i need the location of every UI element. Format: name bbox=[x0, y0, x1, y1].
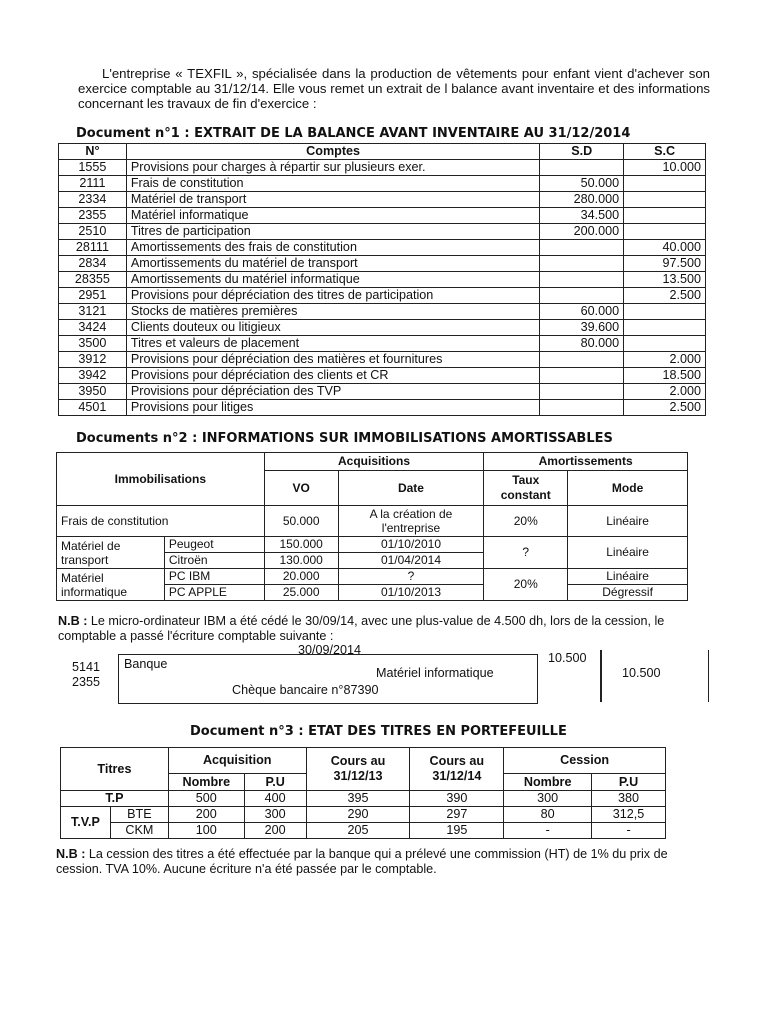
balance-num: 28111 bbox=[59, 240, 127, 256]
balance-sd: 60.000 bbox=[540, 304, 624, 320]
h-mode: Mode bbox=[568, 471, 688, 506]
h-amortissements: Amortissements bbox=[484, 453, 688, 471]
entry-l3: Chèque bancaire n°87390 bbox=[232, 683, 379, 697]
bte-label: BTE bbox=[110, 807, 168, 823]
ckm-pu: 200 bbox=[244, 823, 306, 839]
col-comptes: Comptes bbox=[126, 144, 539, 160]
apple-mode: Dégressif bbox=[568, 585, 688, 601]
balance-num: 3912 bbox=[59, 352, 127, 368]
h-cours13: Cours au 31/12/13 bbox=[306, 748, 410, 791]
ckm-c14: 195 bbox=[410, 823, 504, 839]
nb-cession-titres bbox=[56, 847, 706, 877]
balance-num: 28355 bbox=[59, 272, 127, 288]
frais-label: Frais de constitution bbox=[57, 506, 265, 537]
balance-compte: Amortissements du matériel informatique bbox=[126, 272, 539, 288]
h-titres: Titres bbox=[61, 748, 169, 791]
balance-sd: 280.000 bbox=[540, 192, 624, 208]
ckm-c13: 205 bbox=[306, 823, 410, 839]
balance-sc: 13.500 bbox=[624, 272, 706, 288]
balance-num: 3121 bbox=[59, 304, 127, 320]
balance-compte: Provisions pour dépréciation des matières et fournitures bbox=[126, 352, 539, 368]
bte-pu: 300 bbox=[244, 807, 306, 823]
info-label: Matériel informatique bbox=[57, 569, 165, 601]
transport-mode: Linéaire bbox=[568, 537, 688, 569]
entry-acc1: 5141 bbox=[72, 660, 101, 674]
peugeot-date: 01/10/2010 bbox=[338, 537, 484, 553]
col-sc: S.C bbox=[624, 144, 706, 160]
ckm-label: CKM bbox=[110, 823, 168, 839]
frais-mode: Linéaire bbox=[568, 506, 688, 537]
balance-num: 2951 bbox=[59, 288, 127, 304]
nb1-text: Le micro-ordinateur IBM a été cédé le 30/09/14, avec une plus-value de 4.500 dh, lors de la cession, le comptable a passé l'écriture comptable suivante : bbox=[58, 614, 665, 643]
h-acq-pu: P.U bbox=[244, 774, 306, 791]
h-taux: Taux constant bbox=[484, 471, 568, 506]
nb2-label: N.B : bbox=[56, 847, 86, 861]
h-cession: Cession bbox=[504, 748, 666, 774]
balance-compte: Matériel de transport bbox=[126, 192, 539, 208]
titres-table bbox=[60, 747, 666, 839]
bte-c14: 297 bbox=[410, 807, 504, 823]
h-acquisition: Acquisition bbox=[168, 748, 306, 774]
tp-c13: 395 bbox=[306, 791, 410, 807]
h-cours14: Cours au 31/12/14 bbox=[410, 748, 504, 791]
h-ces-nombre: Nombre bbox=[504, 774, 592, 791]
balance-compte: Titres et valeurs de placement bbox=[126, 336, 539, 352]
ckm-nombre: 100 bbox=[168, 823, 244, 839]
citroen-date: 01/04/2014 bbox=[338, 553, 484, 569]
peugeot-vo: 150.000 bbox=[264, 537, 338, 553]
balance-compte: Matériel informatique bbox=[126, 208, 539, 224]
ckm-cn: - bbox=[504, 823, 592, 839]
entry-credit: 10.500 bbox=[622, 666, 661, 680]
balance-num: 2834 bbox=[59, 256, 127, 272]
h-vo: VO bbox=[264, 471, 338, 506]
balance-compte: Stocks de matières premières bbox=[126, 304, 539, 320]
balance-num: 3950 bbox=[59, 384, 127, 400]
ibm-vo: 20.000 bbox=[264, 569, 338, 585]
intro-text: L'entreprise « TEXFIL », spécialisée dans la production de vêtements pour enfant vient d'achever son exercice comptable au 31/12/14. Elle vous remet un extrait de l balance avant inventaire et des informations concernant les travaux de fin d'exercice : bbox=[78, 66, 710, 111]
balance-num: 2355 bbox=[59, 208, 127, 224]
balance-compte: Provisions pour dépréciation des clients et CR bbox=[126, 368, 539, 384]
entry-right-border bbox=[708, 650, 709, 702]
balance-sd: 39.600 bbox=[540, 320, 624, 336]
col-num: N° bbox=[59, 144, 127, 160]
frais-taux: 20% bbox=[484, 506, 568, 537]
h-acquisitions: Acquisitions bbox=[264, 453, 484, 471]
frais-date: A la création de l'entreprise bbox=[338, 506, 484, 537]
tp-c14: 390 bbox=[410, 791, 504, 807]
balance-compte: Provisions pour dépréciation des TVP bbox=[126, 384, 539, 400]
balance-sd: 200.000 bbox=[540, 224, 624, 240]
ibm-name: PC IBM bbox=[164, 569, 264, 585]
entry-debit: 10.500 bbox=[548, 651, 587, 665]
balance-num: 1555 bbox=[59, 160, 127, 176]
balance-compte: Clients douteux ou litigieux bbox=[126, 320, 539, 336]
entry-date: 30/09/2014 bbox=[298, 643, 362, 657]
tp-nombre: 500 bbox=[168, 791, 244, 807]
balance-sc: 2.500 bbox=[624, 288, 706, 304]
bte-cn: 80 bbox=[504, 807, 592, 823]
nb2-text: La cession des titres a été effectuée par la banque qui a prélevé une commission (HT) de 1% du prix de cession. TVA 10%. Aucune écriture n'a été passée par le comptable. bbox=[56, 847, 668, 876]
h-date: Date bbox=[338, 471, 484, 506]
balance-sc: 40.000 bbox=[624, 240, 706, 256]
apple-name: PC APPLE bbox=[164, 585, 264, 601]
balance-compte: Provisions pour litiges bbox=[126, 400, 539, 416]
balance-compte: Provisions pour charges à répartir sur plusieurs exer. bbox=[126, 160, 539, 176]
balance-compte: Amortissements des frais de constitution bbox=[126, 240, 539, 256]
apple-vo: 25.000 bbox=[264, 585, 338, 601]
doc3-title: Document n°3 : ETAT DES TITRES EN PORTEFEUILLE bbox=[190, 724, 567, 739]
tp-pu: 400 bbox=[244, 791, 306, 807]
h-immobilisations: Immobilisations bbox=[57, 453, 265, 506]
balance-sd: 80.000 bbox=[540, 336, 624, 352]
bte-c13: 290 bbox=[306, 807, 410, 823]
bte-cpu: 312,5 bbox=[592, 807, 666, 823]
transport-label: Matériel de transport bbox=[57, 537, 165, 569]
entry-divider bbox=[600, 650, 602, 702]
balance-num: 3942 bbox=[59, 368, 127, 384]
balance-num: 2334 bbox=[59, 192, 127, 208]
frais-vo: 50.000 bbox=[264, 506, 338, 537]
citroen-vo: 130.000 bbox=[264, 553, 338, 569]
doc2-title: Documents n°2 : INFORMATIONS SUR IMMOBILISATIONS AMORTISSABLES bbox=[76, 431, 613, 446]
doc1-title: Document n°1 : EXTRAIT DE LA BALANCE AVANT INVENTAIRE AU 31/12/2014 bbox=[76, 126, 631, 141]
balance-sd: 50.000 bbox=[540, 176, 624, 192]
balance-sc: 97.500 bbox=[624, 256, 706, 272]
transport-taux: ? bbox=[484, 537, 568, 569]
balance-num: 3500 bbox=[59, 336, 127, 352]
balance-sd: 34.500 bbox=[540, 208, 624, 224]
balance-compte: Frais de constitution bbox=[126, 176, 539, 192]
ckm-cpu: - bbox=[592, 823, 666, 839]
tp-cpu: 380 bbox=[592, 791, 666, 807]
info-taux: 20% bbox=[484, 569, 568, 601]
col-sd: S.D bbox=[540, 144, 624, 160]
balance-sc: 18.500 bbox=[624, 368, 706, 384]
entry-l1: Banque bbox=[124, 657, 168, 671]
peugeot-name: Peugeot bbox=[164, 537, 264, 553]
tvp-label: T.V.P bbox=[61, 807, 111, 839]
balance-sc: 2.000 bbox=[624, 352, 706, 368]
h-ces-pu: P.U bbox=[592, 774, 666, 791]
balance-num: 3424 bbox=[59, 320, 127, 336]
balance-num: 2111 bbox=[59, 176, 127, 192]
balance-sc: 2.000 bbox=[624, 384, 706, 400]
balance-num: 2510 bbox=[59, 224, 127, 240]
tp-label: T.P bbox=[61, 791, 169, 807]
balance-sc: 2.500 bbox=[624, 400, 706, 416]
entry-acc2: 2355 bbox=[72, 675, 101, 689]
apple-date: 01/10/2013 bbox=[338, 585, 484, 601]
ibm-mode: Linéaire bbox=[568, 569, 688, 585]
tp-cn: 300 bbox=[504, 791, 592, 807]
ibm-date: ? bbox=[338, 569, 484, 585]
balance-compte: Titres de participation bbox=[126, 224, 539, 240]
balance-compte: Amortissements du matériel de transport bbox=[126, 256, 539, 272]
bte-nombre: 200 bbox=[168, 807, 244, 823]
balance-compte: Provisions pour dépréciation des titres de participation bbox=[126, 288, 539, 304]
balance-num: 4501 bbox=[59, 400, 127, 416]
nb1-label: N.B : bbox=[58, 614, 88, 628]
entry-l2: Matériel informatique bbox=[376, 666, 494, 680]
citroen-name: Citroën bbox=[164, 553, 264, 569]
h-acq-nombre: Nombre bbox=[168, 774, 244, 791]
balance-sc: 10.000 bbox=[624, 160, 706, 176]
